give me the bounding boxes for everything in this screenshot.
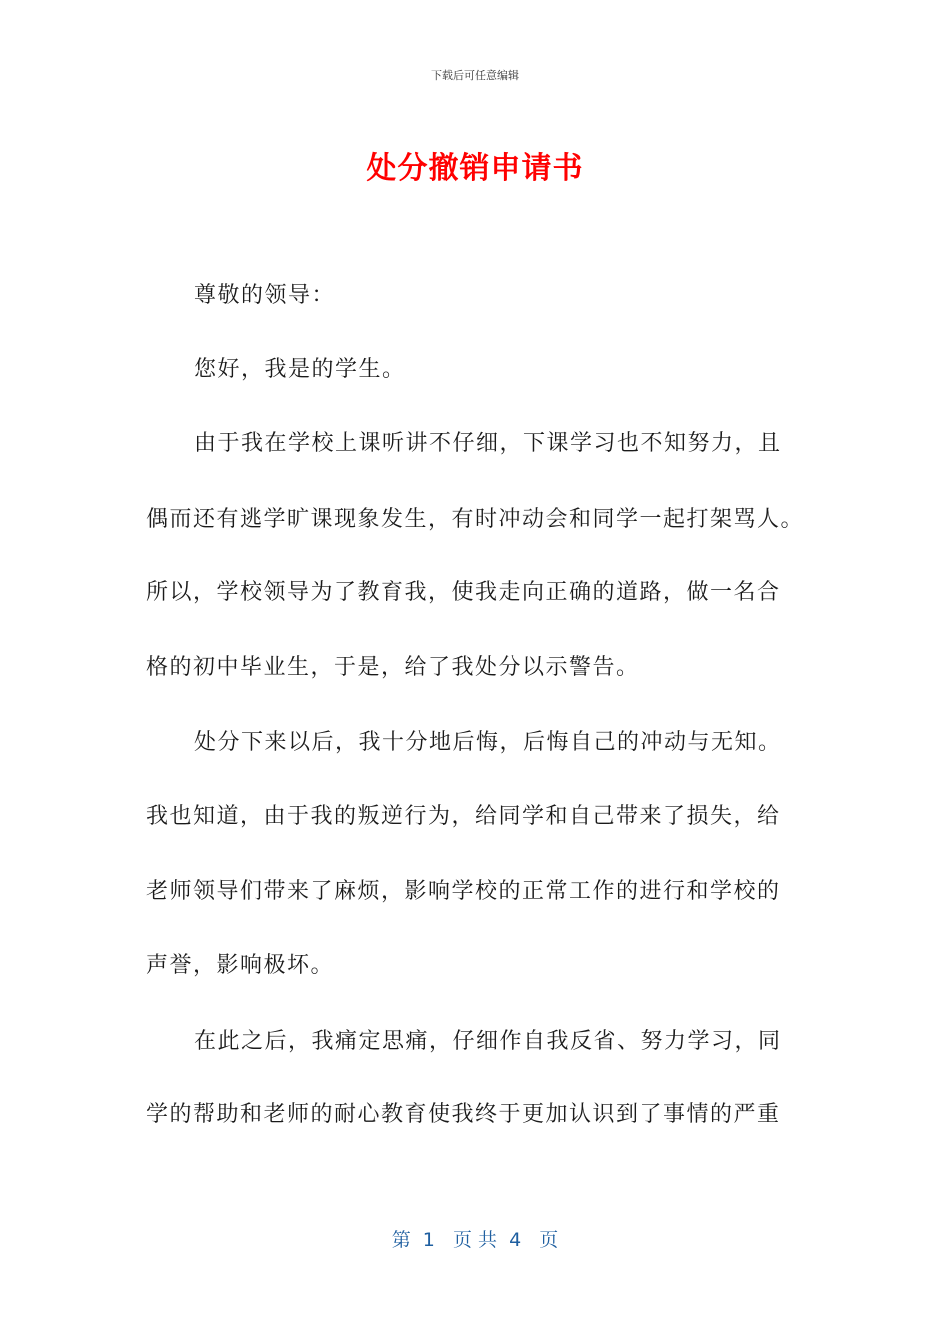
body-line: 尊敬的领导：	[194, 283, 336, 308]
body-line: 偶而还有逃学旷课现象发生，有时冲动会和同学一起打架骂人。	[146, 507, 805, 532]
body-line: 声誉，影响极坏。	[146, 953, 335, 978]
body-line: 由于我在学校上课听讲不仔细，下课学习也不知努力，且	[194, 431, 782, 456]
body-line: 我也知道，由于我的叛逆行为，给同学和自己带来了损失，给	[146, 804, 781, 829]
body-line: 所以，学校领导为了教育我，使我走向正确的道路，做一名合	[146, 580, 781, 605]
body-line: 您好，我是的学生。	[194, 357, 406, 382]
body-line: 老师领导们带来了麻烦，影响学校的正常工作的进行和学校的	[146, 879, 781, 904]
body-line: 在此之后，我痛定思痛，仔细作自我反省、努力学习，同	[194, 1029, 782, 1054]
document-title: 处分撤销申请书	[366, 151, 584, 186]
body-line: 学的帮助和老师的耐心教育使我终于更加认识到了事情的严重	[146, 1102, 781, 1127]
body-line: 格的初中毕业生，于是，给了我处分以示警告。	[146, 655, 640, 680]
body-line: 处分下来以后，我十分地后悔，后悔自己的冲动与无知。	[194, 730, 782, 755]
header-note: 下载后可任意编辑	[431, 69, 519, 82]
page-number-footer: 第 1 页 共 4 页	[391, 1229, 559, 1251]
